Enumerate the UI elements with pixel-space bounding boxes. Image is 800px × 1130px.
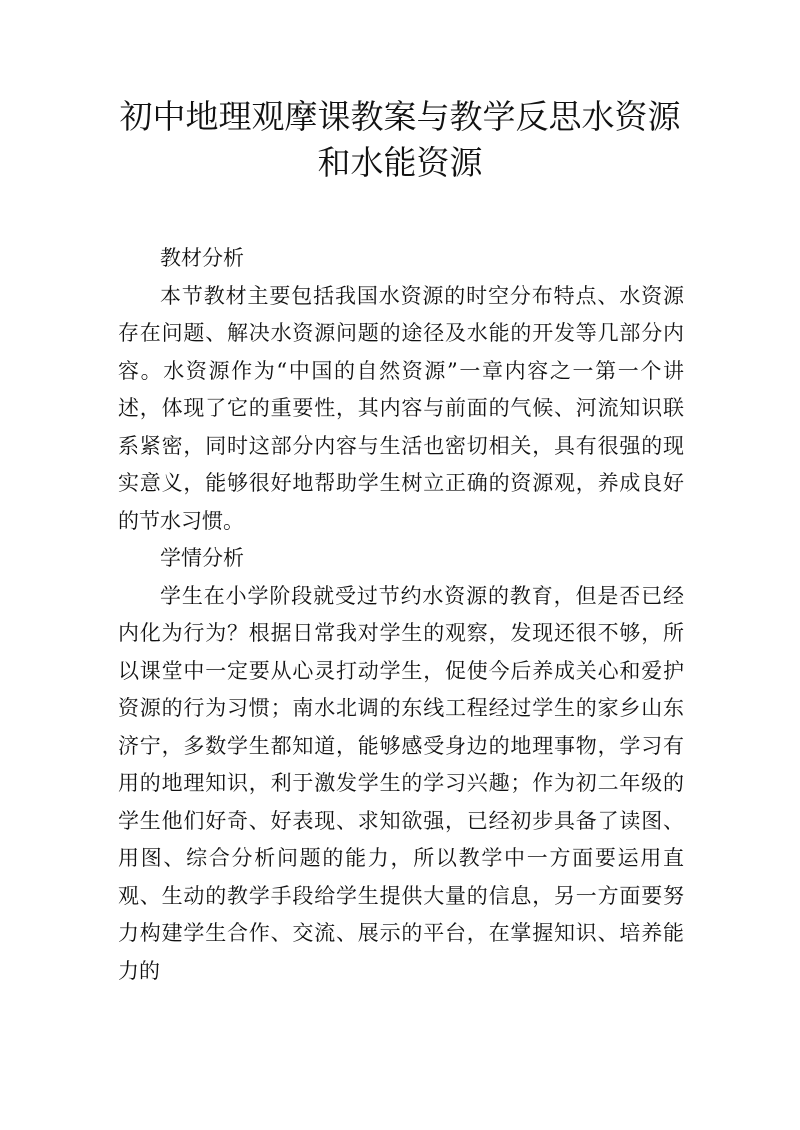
document-title <box>100 94 700 186</box>
paragraph-textbook-analysis: 本节教材主要包括我国水资源的时空分布特点、水资源存在问题、解决水资源问题的途径及水能的开发等几部分内容。水资源作为“中国的自然资源”一章内容之一第一个讲述，体现了它的重要性，其内容与前面的气候、河流知识联系紧密，同时这部分内容与生活也密切相关，具有很强的现实意义，能够很好地帮助学生树立正确的资源观，养成良好的节水习惯。 <box>118 283 684 533</box>
section-heading-textbook-analysis: 教材分析 <box>160 246 244 270</box>
document-body <box>118 240 684 990</box>
section-heading-student-analysis: 学情分析 <box>160 546 244 570</box>
document-title-line-1: 初中地理观摩课教案与教学反思水资源 <box>119 97 681 136</box>
paragraph-student-analysis: 学生在小学阶段就受过节约水资源的教育，但是否已经内化为行为？根据日常我对学生的观察，发现还很不够，所以课堂中一定要从心灵打动学生，促使今后养成关心和爱护资源的行为习惯；南水北调的东线工程经过学生的家乡山东济宁，多数学生都知道，能够感受身边的地理事物，学习有用的地理知识，利于激发学生的学习兴趣；作为初二年级的学生他们好奇、好表现、求知欲强，已经初步具备了读图、用图、综合分析问题的能力，所以教学中一方面要运用直观、生动的教学手段给学生提供大量的信息，另一方面要努力构建学生合作、交流、展示的平台，在掌握知识、培养能力的 <box>118 583 684 983</box>
document-title-line-2: 和水能资源 <box>317 143 483 182</box>
